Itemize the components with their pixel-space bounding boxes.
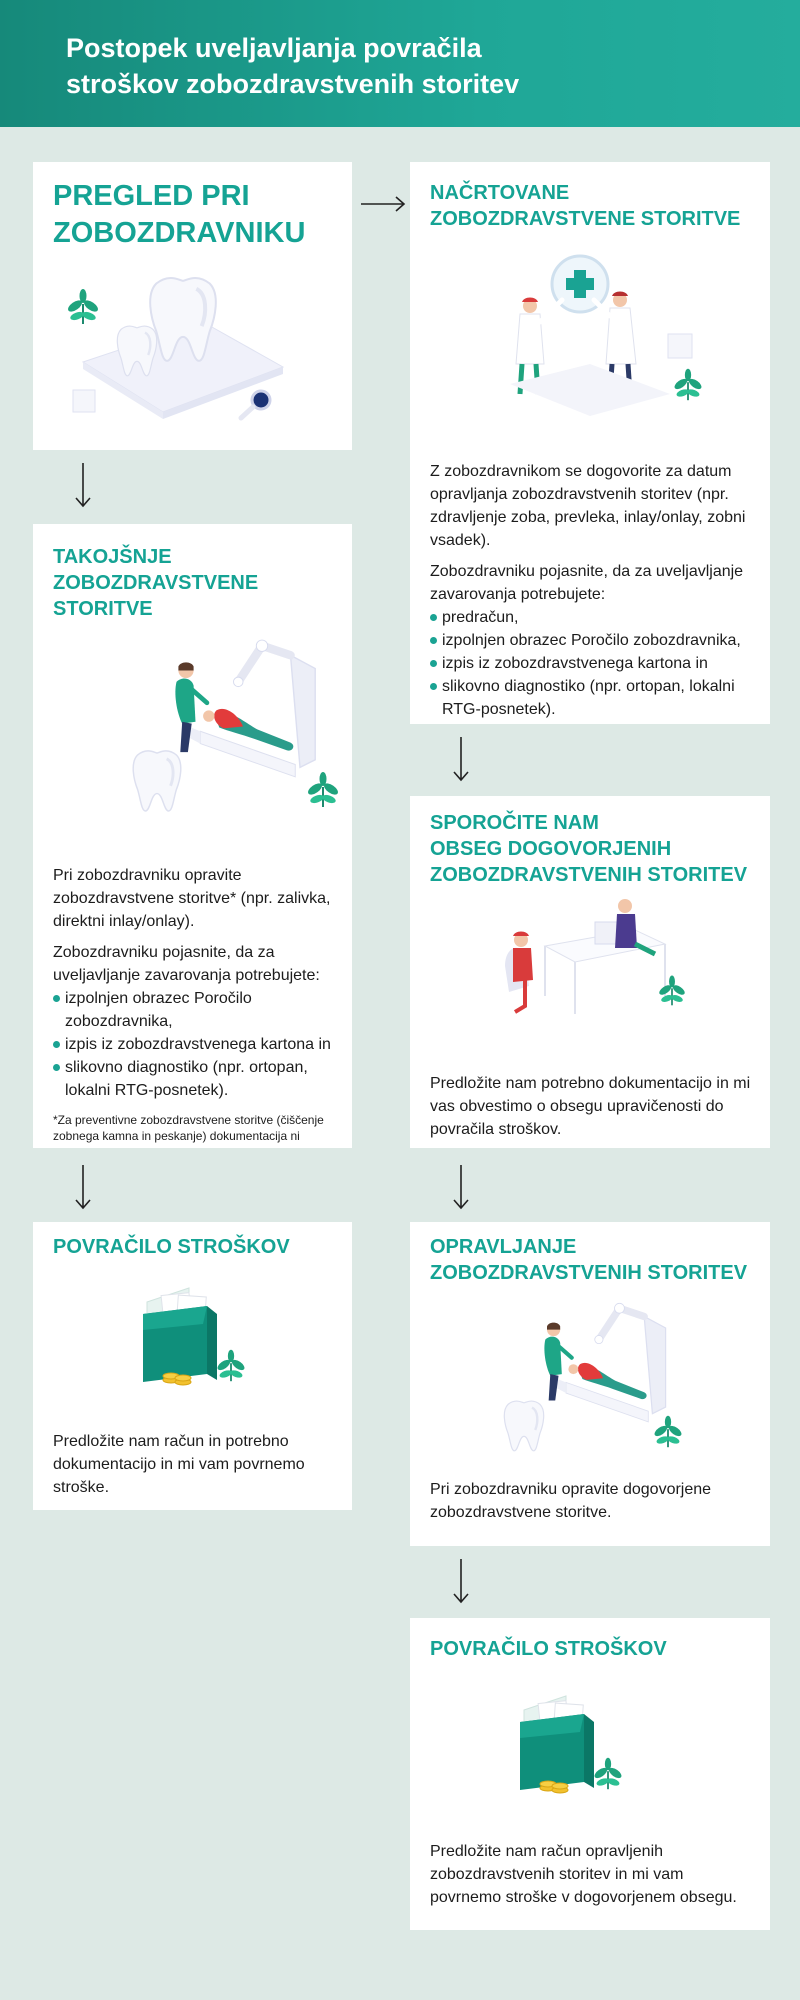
page-title-line1: Postopek uveljavljanja povračila [66,33,482,63]
body-text: Zobozdravniku pojasnite, da za uveljavljanje zavarovanja potrebujete: [53,944,320,984]
body-text: Zobozdravniku pojasnite, da za uveljavljanje zavarovanja potrebujete: [430,563,744,603]
desk-consultation-illustration [485,896,695,1026]
card-title: POVRAČILO STROŠKOV [53,1236,290,1258]
footnote: *Za preventivne zobozdravstvene storitve (čiščenje zobnega kamna in peskanje) dokumentacija ni [53,1113,324,1143]
body-text: Predložite nam potrebno dokumentacijo in mi vas obvestimo o obsegu upravičenosti do povračila stroškov. [430,1075,751,1138]
list-item: izpis iz zobozdravstvenega kartona in [53,1033,343,1056]
card-planned-services [410,162,770,724]
tooth-platform-illustration [63,272,313,442]
card-title: TAKOJŠNJE ZOBOZDRAVSTVENE STORITVE [53,546,259,620]
card-refund-right [410,1618,770,1930]
desk-consultation-icon [505,899,665,1014]
list-item: slikovno diagnostiko (npr. ortopan, lokalni RTG-posnetek). [430,675,755,721]
plant-icon [653,1416,683,1448]
body-text: Pri zobozdravniku opravite dogovorjene zobozdravstvene storitve. [430,1481,712,1521]
card-title: POVRAČILO STROŠKOV [430,1638,667,1660]
card-notify-scope [410,796,770,1148]
list-item: izpolnjen obrazec Poročilo zobozdravnika, [430,629,755,652]
card-body [430,460,755,721]
plant-icon [673,369,703,401]
doctors-illustration [470,254,720,424]
page-title [66,30,666,102]
folder-money-illustration [510,1692,650,1812]
plant-icon [216,1350,246,1382]
body-text: Pri zobozdravniku opravite zobozdravstvene storitve* (npr. zalivka, direktni inlay/onlay). [53,867,331,930]
page-header [0,0,800,127]
dental-chair-illustration [500,1300,700,1470]
arrow-down-icon [452,1164,470,1210]
plant-icon [593,1758,623,1790]
card-title: PREGLED PRI ZOBOZDRAVNIKU [53,180,306,249]
card-refund-left [33,1222,352,1510]
dental-chair-icon [175,640,315,777]
plant-icon [66,289,100,324]
folder-money-icon [520,1696,594,1793]
card-immediate-services [33,524,352,1148]
requirements-list [53,987,343,1102]
body-text: Predložite nam račun opravljenih zobozdravstvenih storitev in mi vam povrnemo stroške v dogovorjenem obsegu. [430,1843,737,1906]
card-body [53,864,343,1144]
tooth-icon [504,1401,543,1451]
dental-chair-illustration [128,636,348,836]
list-item: slikovno diagnostiko (npr. ortopan, lokalni RTG-posnetek). [53,1056,343,1102]
list-item: izpolnjen obrazec Poročilo zobozdravnika, [53,987,343,1033]
arrow-down-icon [74,462,92,508]
folder-money-illustration [133,1284,273,1404]
body-text: Z zobozdravnikom se dogovorite za datum opravljanja zobozdravstvenih storitev (npr. zdravljenje zoba, prevleka, inlay/onlay, zobni vsadek). [430,463,746,549]
body-text: Predložite nam račun in potrebno dokumentacijo in mi vam povrnemo stroške. [53,1433,305,1496]
card-dental-exam [33,162,352,450]
card-title: SPOROČITE NAM OBSEG DOGOVORJENIH ZOBOZDRAVSTVENIH STORITEV [430,812,748,886]
card-perform-services [410,1222,770,1546]
card-title: OPRAVLJANJE ZOBOZDRAVSTVENIH STORITEV [430,1236,748,1284]
list-item: izpis iz zobozdravstvenega kartona in [430,652,755,675]
requirements-list [430,606,755,721]
dental-chair-icon [544,1303,665,1422]
arrow-right-icon [360,196,406,212]
folder-money-icon [143,1288,217,1385]
arrow-down-icon [452,1558,470,1604]
card-title: NAČRTOVANE ZOBOZDRAVSTVENE STORITVE [430,182,741,230]
arrow-down-icon [452,736,470,782]
plant-icon [306,772,340,807]
plant-icon [658,976,687,1006]
arrow-down-icon [74,1164,92,1210]
magnifier-icon [241,391,270,418]
page-title-line2: stroškov zobozdravstvenih storitev [66,69,520,99]
tooth-icon [133,751,181,811]
list-item: predračun, [430,606,755,629]
